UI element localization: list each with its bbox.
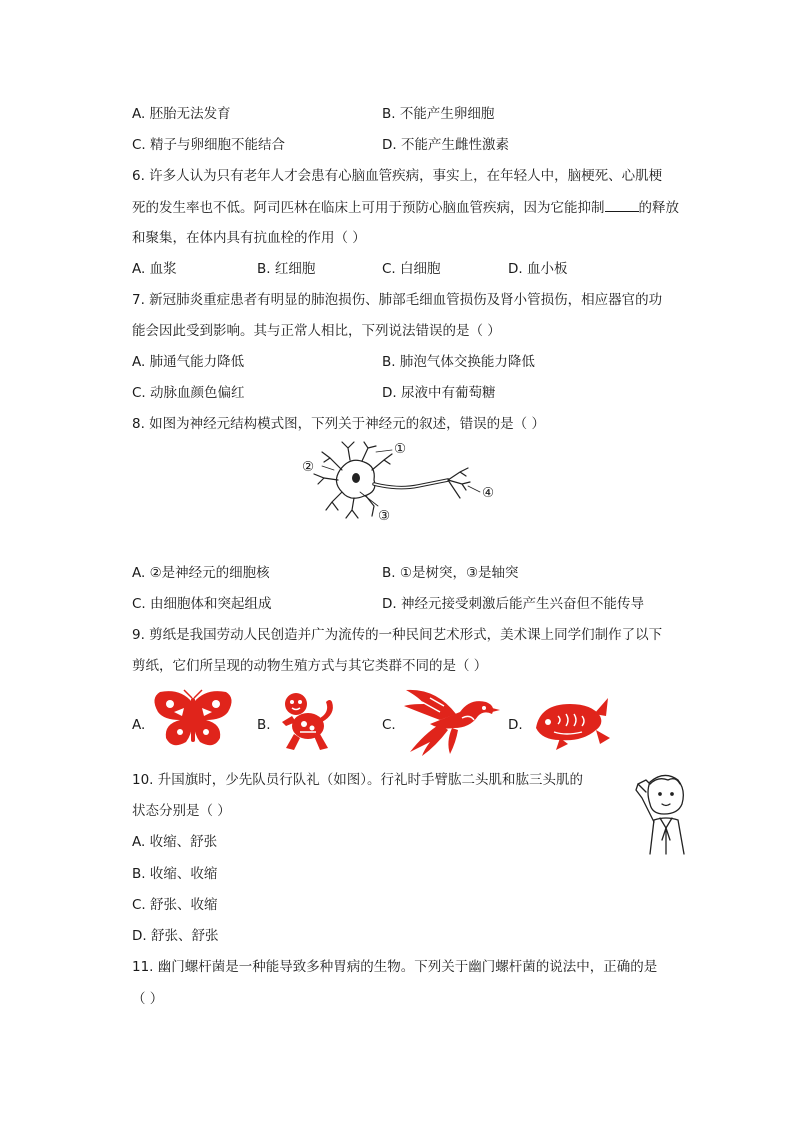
q8-stem: 8. 如图为神经元结构模式图，下列关于神经元的叙述，错误的是（ ） bbox=[132, 416, 545, 432]
bird-icon bbox=[400, 684, 500, 758]
q6-stem-line2-pre: 死的发生率也不低。阿司匹林在临床上可用于预防心脑血管疾病，因为它能抑制 bbox=[132, 200, 605, 216]
q9-stem-line1: 9. 剪纸是我国劳动人民创造并广为流传的一种民间艺术形式，美术课上同学们制作了以下 bbox=[132, 627, 663, 643]
q10-option-b: B. 收缩、收缩 bbox=[132, 866, 218, 882]
monkey-papercut bbox=[274, 690, 338, 758]
q9-option-b: B. bbox=[257, 717, 271, 733]
q8-option-a: A. ②是神经元的细胞核 bbox=[132, 565, 270, 581]
fish-papercut bbox=[530, 694, 610, 756]
q6-option-a: A. 血浆 bbox=[132, 261, 177, 277]
q11-stem-line1: 11. 幽门螺杆菌是一种能导致多种胃病的生物。下列关于幽门螺杆菌的说法中，正确的是 bbox=[132, 959, 658, 975]
q8-option-b: B. ①是树突，③是轴突 bbox=[382, 565, 519, 581]
q7-option-b: B. 肺泡气体交换能力降低 bbox=[382, 354, 535, 370]
neuron-label-4: ④ bbox=[482, 485, 495, 501]
q7-option-a: A. 肺通气能力降低 bbox=[132, 354, 245, 370]
q6-stem-line2-post: 的释放 bbox=[638, 200, 679, 216]
fish-icon bbox=[530, 694, 610, 752]
q10-option-c: C. 舒张、收缩 bbox=[132, 897, 218, 913]
q10-option-a: A. 收缩、舒张 bbox=[132, 834, 218, 850]
saluting-student-icon bbox=[632, 770, 696, 858]
q9-option-d: D. bbox=[508, 717, 523, 733]
q6-option-c: C. 白细胞 bbox=[382, 261, 441, 277]
neuron-label-1: ① bbox=[394, 441, 407, 457]
q7-option-d: D. 尿液中有葡萄糖 bbox=[382, 385, 496, 401]
q9-option-c: C. bbox=[382, 717, 396, 733]
q6-option-b: B. 红细胞 bbox=[257, 261, 316, 277]
q9-option-a: A. bbox=[132, 717, 146, 733]
q6-option-d: D. 血小板 bbox=[508, 261, 568, 277]
q5-option-b: B. 不能产生卵细胞 bbox=[382, 106, 495, 122]
neuron-label-3: ③ bbox=[378, 508, 391, 524]
q8-option-d: D. 神经元接受刺激后能产生兴奋但不能传导 bbox=[382, 596, 644, 612]
nucleus-dot bbox=[352, 473, 360, 483]
bird-papercut bbox=[400, 684, 500, 762]
q9-stem-line2: 剪纸，它们所呈现的动物生殖方式与其它类群不同的是（ ） bbox=[132, 658, 488, 674]
q6-stem-line2 bbox=[132, 197, 679, 218]
q7-stem-line2: 能会因此受到影响。其与正常人相比，下列说法错误的是（ ） bbox=[132, 323, 501, 339]
neuron-figure bbox=[298, 440, 508, 528]
q6-stem-line1: 6. 许多人认为只有老年人才会患有心脑血管疾病，事实上，在年轻人中，脑梗死、心肌梗 bbox=[132, 168, 663, 184]
salute-figure bbox=[632, 770, 696, 862]
q10-option-d: D. 舒张、舒张 bbox=[132, 928, 219, 944]
q7-stem-line1: 7. 新冠肺炎重症患者有明显的肺泡损伤、肺部毛细血管损伤及肾小管损伤，相应器官的功 bbox=[132, 292, 663, 308]
q11-stem-line2: （ ） bbox=[132, 991, 164, 1007]
q10-stem-line1: 10. 升国旗时，少先队员行队礼（如图）。行礼时手臂肱二头肌和肱三头肌的 bbox=[132, 772, 584, 788]
q7-option-c: C. 动脉血颜色偏红 bbox=[132, 385, 245, 401]
q5-option-d: D. 不能产生雌性激素 bbox=[382, 137, 509, 153]
butterfly-icon bbox=[150, 688, 236, 754]
q5-option-c: C. 精子与卵细胞不能结合 bbox=[132, 137, 286, 153]
butterfly-papercut bbox=[150, 688, 236, 758]
neuron-label-2: ② bbox=[302, 459, 315, 475]
q5-option-a: A. 胚胎无法发育 bbox=[132, 106, 231, 122]
q6-stem-line3: 和聚集，在体内具有抗血栓的作用（ ） bbox=[132, 230, 366, 246]
q10-stem-line2: 状态分别是（ ） bbox=[132, 803, 231, 819]
q8-option-c: C. 由细胞体和突起组成 bbox=[132, 596, 272, 612]
fill-blank bbox=[605, 197, 639, 212]
monkey-icon bbox=[274, 690, 338, 754]
